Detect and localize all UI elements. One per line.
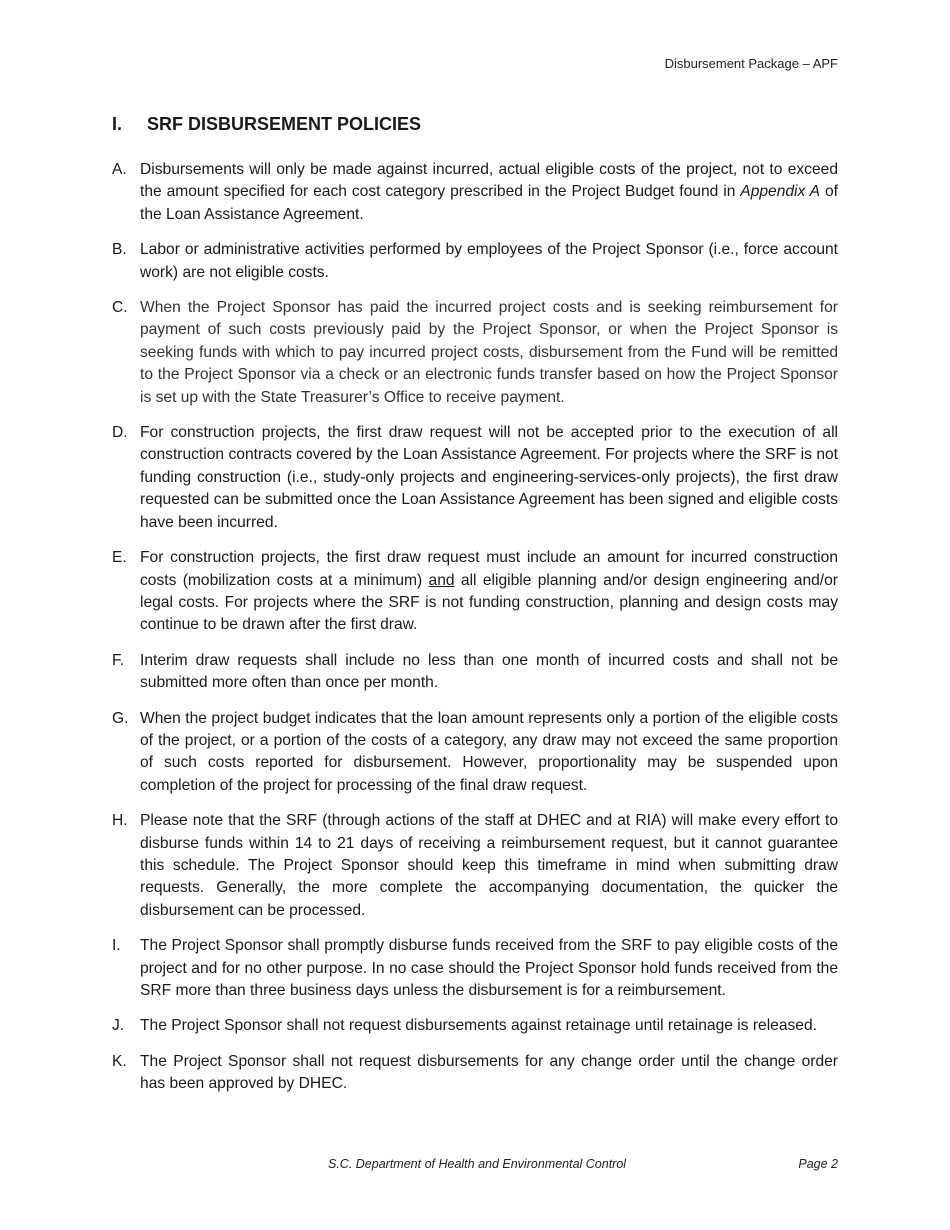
policy-item-k xyxy=(112,1051,838,1096)
item-letter: J. xyxy=(112,1017,125,1035)
policy-item-g xyxy=(112,708,838,798)
item-text: When the Project Sponsor has paid the incurred project costs and is seeking reimbursement for payment of such costs previously paid by the Project Sponsor, or when the Project Sponsor is seeking funds with which to pay incurred project costs, disbursement from the Fund will be remitted to the Project Sponsor via a check or an electronic funds transfer based on how the Project Sponsor is set up with the State Treasurer’s Office to receive payment. xyxy=(140,299,838,406)
item-text: When the project budget indicates that the loan amount represents only a portion of the eligible costs of the project, or a portion of the costs of a category, any draw may not exceed the same proportion of such costs reported for disbursement. However, proportionality may be suspended upon completion of the project for processing of the final draw request. xyxy=(140,709,838,794)
item-letter: B. xyxy=(112,241,127,259)
appendix-reference: Appendix A xyxy=(740,183,821,201)
item-text xyxy=(140,547,838,637)
policy-list xyxy=(112,159,838,1109)
item-text: Please note that the SRF (through actions of the staff at DHEC and at RIA) will make every effort to disburse funds within 14 to 21 days of receiving a reimbursement request, but it cannot guarantee this schedule. The Project Sponsor should keep this timeframe in mind when submitting draw requests. Generally, the more complete the accompanying documentation, the quicker the disbursement can be processed. xyxy=(140,812,838,919)
policy-item-a xyxy=(112,159,838,226)
item-text-part: For construction projects, the first draw request must include an amount for incurred construction costs (mobilization costs at a minimum) xyxy=(140,549,838,589)
item-text: The Project Sponsor shall not request disbursements against retainage until retainage is released. xyxy=(140,1017,817,1035)
item-letter: F. xyxy=(112,651,125,669)
item-text-part: of the Loan Assistance Agreement. xyxy=(140,183,839,223)
page-number: Page 2 xyxy=(798,1157,838,1171)
item-text: Labor or administrative activities performed by employees of the Project Sponsor (i.e., force account work) are not eligible costs. xyxy=(140,241,838,281)
emphasis-and: and xyxy=(428,571,455,589)
item-letter: H. xyxy=(112,812,128,830)
item-letter: I. xyxy=(112,937,121,955)
item-text: The Project Sponsor shall promptly disburse funds received from the SRF to pay eligible costs of the project and for no other purpose. In no case should the Project Sponsor hold funds received from the SRF more than three business days unless the disbursement is for a reimbursement. xyxy=(140,937,838,999)
item-letter: A. xyxy=(112,161,127,178)
item-letter: K. xyxy=(112,1052,127,1070)
policy-item-e xyxy=(112,547,838,637)
footer-agency: S.C. Department of Health and Environmental Control xyxy=(328,1157,627,1171)
item-text: Interim draw requests shall include no less than one month of incurred costs and shall not be submitted more often than once per month. xyxy=(140,651,838,692)
running-header: Disbursement Package – APF xyxy=(664,56,838,71)
section-number: I. xyxy=(112,114,123,134)
policy-item-j xyxy=(112,1015,838,1037)
item-text: For construction projects, the first draw request will not be accepted prior to the execution of all construction contracts covered by the Loan Assistance Agreement. For projects where the SRF is not funding construction (i.e., study-only projects and engineering-services-only projects), the first draw requested can be submitted once the Loan Assistance Agreement has been signed and eligible costs have been incurred. xyxy=(140,424,838,531)
policy-item-f xyxy=(112,650,838,695)
item-letter: G. xyxy=(112,709,129,727)
policy-item-i xyxy=(112,935,838,1002)
item-letter: C. xyxy=(112,299,128,317)
item-text-part: all eligible planning and/or design engineering and/or legal costs. For projects where the SRF is not funding construction, planning and design costs may continue to be drawn after the first draw. xyxy=(140,571,838,634)
policy-item-h xyxy=(112,810,838,922)
item-letter: E. xyxy=(112,549,127,567)
policy-item-d xyxy=(112,422,838,534)
item-text-part: Disbursements will only be made against incurred, actual eligible costs of the project, not to exceed the amount specified for each cost category prescribed in the Project Budget found in xyxy=(140,161,838,201)
policy-item-b xyxy=(112,239,838,284)
section-title: SRF DISBURSEMENT POLICIES xyxy=(147,114,422,134)
item-text: The Project Sponsor shall not request disbursements for any change order until the change order has been approved by DHEC. xyxy=(140,1052,838,1093)
item-text xyxy=(140,159,838,226)
policy-item-c xyxy=(112,297,838,409)
section-heading xyxy=(112,114,421,135)
item-letter: D. xyxy=(112,424,128,442)
